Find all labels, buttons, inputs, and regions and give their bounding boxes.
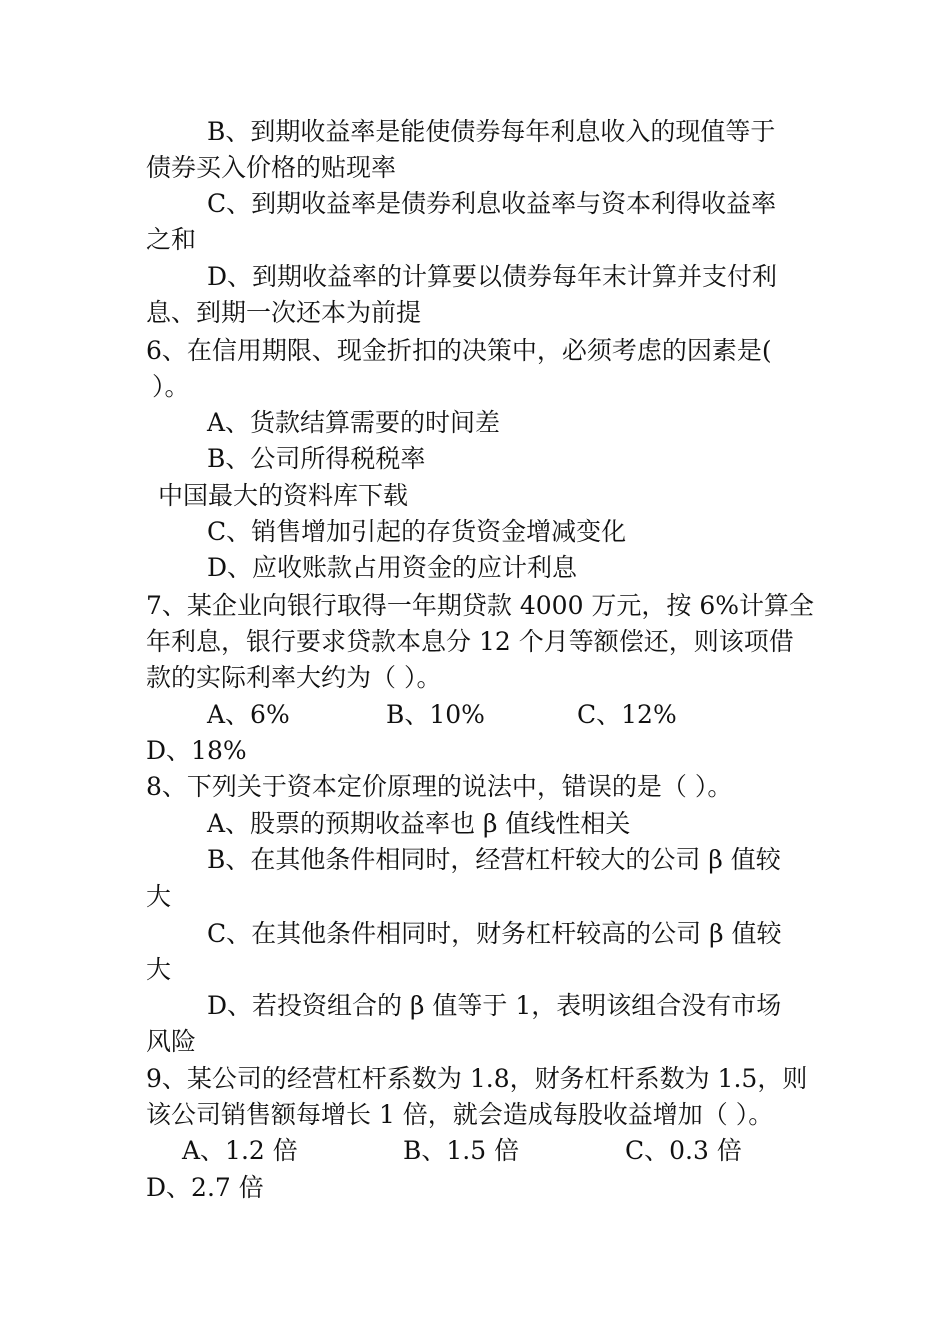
question-7: 7、某企业向银行取得一年期贷款 4000 万元，按 6%计算全 bbox=[146, 591, 815, 620]
text-line: 大 bbox=[146, 955, 172, 984]
option-b: B、公司所得税税率 bbox=[207, 444, 426, 473]
option-b: B、10% bbox=[386, 700, 485, 729]
option-c: C、销售增加引起的存货资金增减变化 bbox=[207, 517, 627, 546]
question-6: 6、在信用期限、现金折扣的决策中，必须考虑的因素是( bbox=[146, 336, 772, 365]
option-a: A、6% bbox=[207, 700, 290, 729]
option-a: A、货款结算需要的时间差 bbox=[207, 408, 501, 437]
text-line: 风险 bbox=[146, 1027, 197, 1056]
option-d: D、若投资组合的 β 值等于 1，表明该组合没有市场 bbox=[207, 991, 782, 1020]
text-line: ）。 bbox=[152, 372, 190, 401]
watermark-text: 中国最大的资料库下载 bbox=[158, 481, 409, 510]
text-line: 之和 bbox=[146, 225, 197, 254]
option-b: B、1.5 倍 bbox=[403, 1136, 520, 1165]
text-line: D、到期收益率的计算要以债券每年末计算并支付利 bbox=[207, 262, 778, 291]
option-d: D、应收账款占用资金的应计利息 bbox=[207, 553, 578, 582]
text-line: B、到期收益率是能使债券每年利息收入的现值等于 bbox=[207, 117, 776, 146]
option-c: C、12% bbox=[577, 700, 677, 729]
option-a: A、1.2 倍 bbox=[182, 1136, 298, 1165]
text-line: 年利息，银行要求贷款本息分 12 个月等额偿还，则该项借 bbox=[146, 627, 794, 656]
option-b: B、在其他条件相同时，经营杠杆较大的公司 β 值较 bbox=[207, 845, 781, 874]
option-d: D、18% bbox=[146, 736, 247, 765]
text-line: 大 bbox=[146, 882, 172, 911]
text-line: 债券买入价格的贴现率 bbox=[146, 153, 397, 182]
question-8: 8、下列关于资本定价原理的说法中，错误的是（ ）。 bbox=[146, 772, 733, 801]
question-9: 9、某公司的经营杠杆系数为 1.8，财务杠杆系数为 1.5，则 bbox=[146, 1064, 808, 1093]
text-line: 息、到期一次还本为前提 bbox=[146, 298, 422, 327]
text-line: 款的实际利率大约为（ ）。 bbox=[146, 663, 442, 692]
text-line: C、到期收益率是债券利息收益率与资本利得收益率 bbox=[207, 189, 777, 218]
option-a: A、股票的预期收益率也 β 值线性相关 bbox=[207, 809, 631, 838]
text-line: 该公司销售额每增长 1 倍，就会造成每股收益增加（ ）。 bbox=[146, 1100, 774, 1129]
option-d: D、2.7 倍 bbox=[146, 1173, 264, 1202]
option-c: C、在其他条件相同时，财务杠杆较高的公司 β 值较 bbox=[207, 919, 782, 948]
option-c: C、0.3 倍 bbox=[625, 1136, 742, 1165]
